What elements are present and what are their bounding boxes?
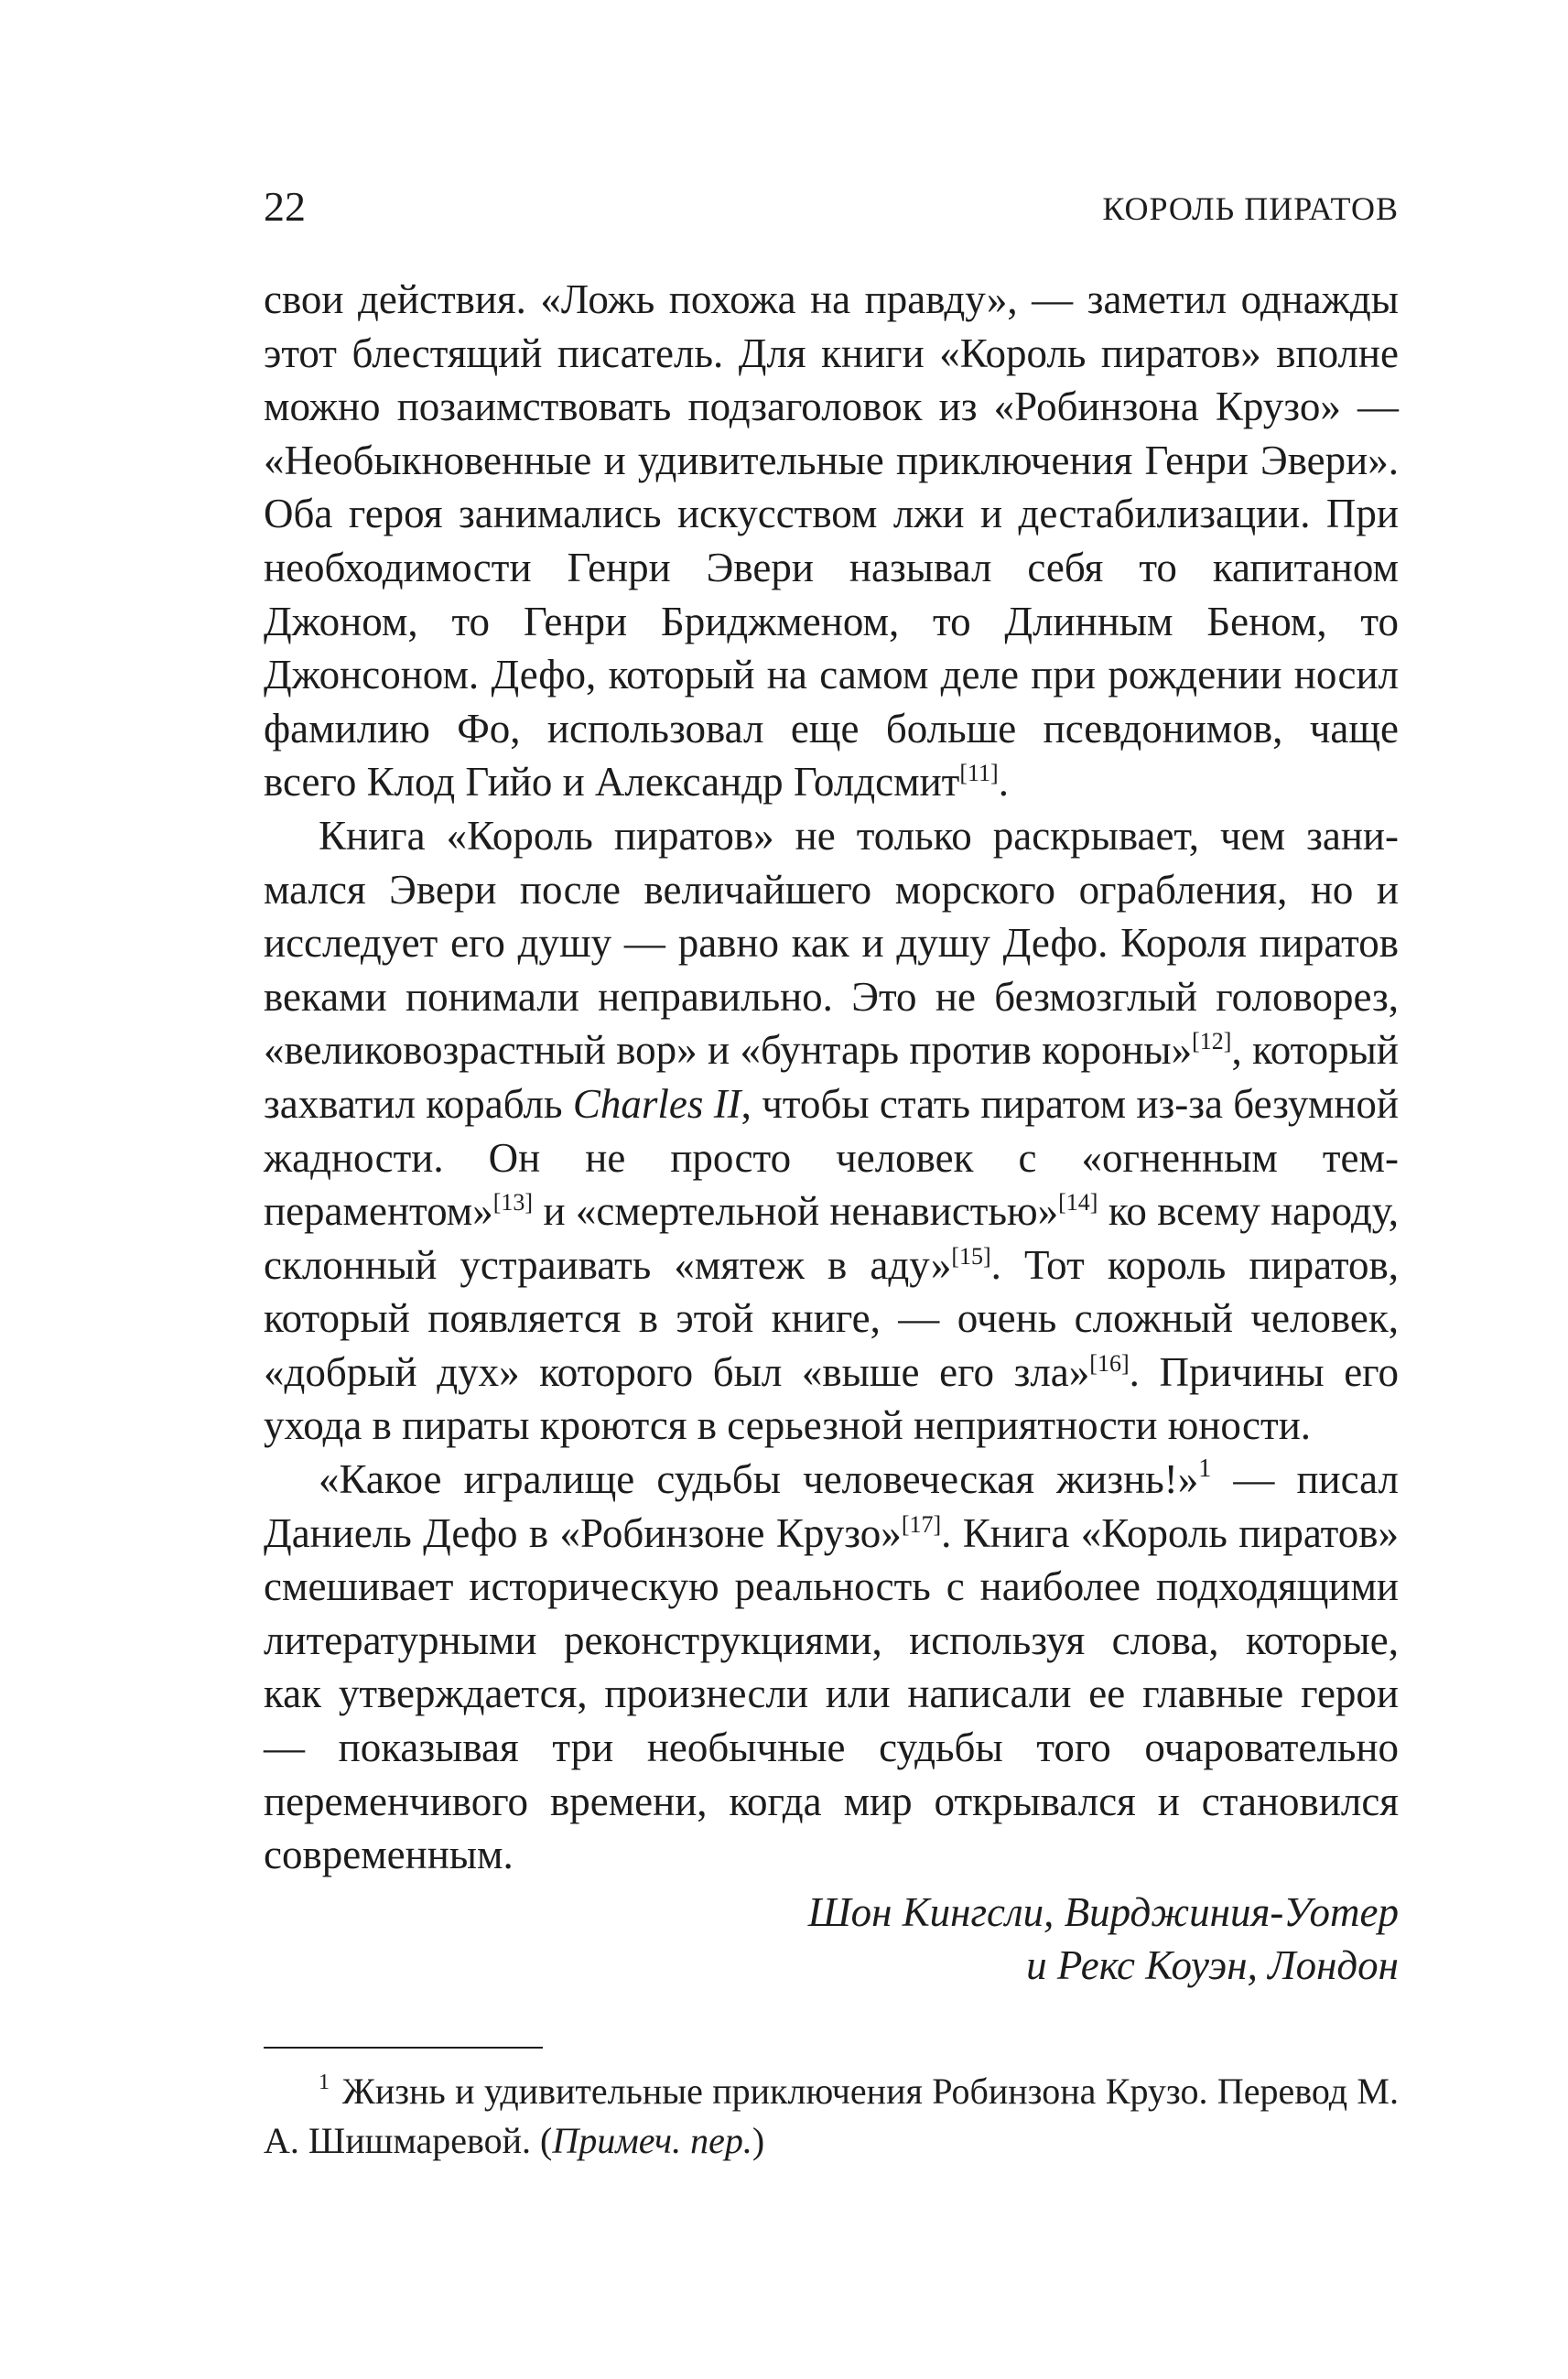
footnote-italic: Примеч. пер.	[552, 2120, 752, 2161]
paragraph-1-end: .	[998, 759, 1009, 806]
footnote-end: )	[752, 2120, 765, 2161]
paragraph-2-part-1: Книга «Король пиратов» не только раскрывает, чем занимался Эвери после величайшего морского ограбления, но и исследует его душу — равно как и душу Дефо. Короля пиратов веками понимали неправильно. Это не безмозглый головорез, «великовозрастный вор» и «бунтарь против короны»	[264, 812, 1399, 1074]
paragraph-1-text: свои действия. «Ложь похожа на правду», — заметил однажды этот блестящий писатель. Для книги «Король пиратов» вполне можно позаимствовать подзаголовок из «Робинзона Крузо» — «Необыкновенные и удивительные приключения Генри Эвери». Оба героя занимались искусством лжи и дестабилизации. При необходимости Генри Эвери называл себя то капитаном Джоном, то Генри Бриджменом, то Длинным Беном, то Джонсоном. Дефо, который на самом деле при рождении носил фамилию Фо, использовал еще больше псевдонимов, чаще всего Клод Гийо и Александр Голдсмит	[264, 276, 1399, 806]
footnote	[264, 2067, 1399, 2166]
footnote-divider	[264, 2047, 543, 2049]
page-number: 22	[264, 183, 306, 230]
footnote-marker: 1	[1198, 1454, 1212, 1484]
book-page	[264, 0, 1399, 2379]
paragraph-2-part-5: ко всему народу, склонный устраивать «мятеж в аду»	[264, 1188, 1399, 1288]
paragraph-3-part-3: . Книга «Король пиратов» смешивает историческую реальность с наиболее подходящими литературными реконструкциями, используя слова, которые, как утверждается, произнесли или написали ее главные герои — показывая три необычные судьбы того очаровательно переменчивого времени, когда мир открывался и становился современным.	[264, 1509, 1399, 1878]
footnote-number: 1	[319, 2071, 330, 2094]
main-text	[264, 273, 1399, 1992]
paragraph-2-part-6: . Тот король пиратов, который появляется в этой книге, — очень сложный человек, «добрый дух» которого был «выше его зла»	[264, 1241, 1399, 1395]
signature-line-1: Шон Кингсли, Вирджиния-Уотер	[807, 1888, 1399, 1935]
paragraph-2-part-2: , который захватил корабль	[264, 1027, 1399, 1127]
page-header	[264, 179, 1399, 234]
reference-15: [15]	[951, 1242, 991, 1270]
reference-14: [14]	[1058, 1189, 1098, 1217]
signature-line-2: и Рекс Коуэн, Лондон	[1026, 1941, 1399, 1988]
footnote-text: Жизнь и удивительные приключения Робинзона Крузо. Перевод М. А. Шишмаревой. (	[264, 2071, 1399, 2161]
reference-11: [11]	[959, 760, 999, 787]
reference-12: [12]	[1192, 1028, 1232, 1055]
signature	[264, 1886, 1399, 1992]
reference-16: [16]	[1089, 1349, 1130, 1377]
reference-13: [13]	[492, 1189, 534, 1217]
ship-name: Charles II	[572, 1080, 741, 1127]
paragraph-3-part-1: «Какое игралище судьбы человеческая жизнь!»	[319, 1456, 1199, 1503]
paragraph-1	[264, 273, 1399, 809]
running-head: КОРОЛЬ ПИРАТОВ	[1102, 190, 1399, 227]
paragraph-2-part-4: и «смертельной ненавистью»	[533, 1188, 1059, 1235]
paragraph-2-part-3: , чтобы стать пиратом из-за безумной жадности. Он не просто человек с «огненным темпераментом»	[264, 1080, 1399, 1235]
reference-17: [17]	[901, 1510, 942, 1538]
paragraph-2	[264, 809, 1399, 1453]
paragraph-3	[264, 1453, 1399, 1882]
paragraph-2-part-7: . Причины его ухода в пираты кроются в серьезной неприятности юности.	[264, 1348, 1400, 1449]
paragraph-3-part-2: — писал Даниель Дефо в «Робинзоне Крузо»	[264, 1456, 1399, 1556]
